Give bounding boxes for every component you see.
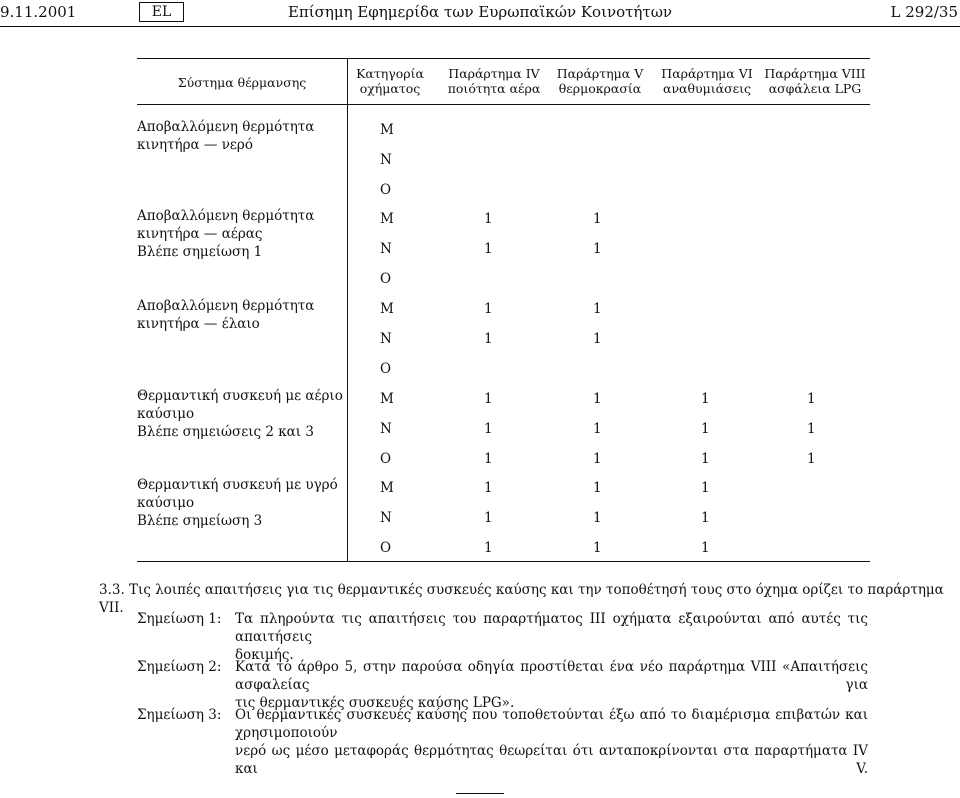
annex-iv-cell: 1 [484, 421, 493, 437]
heating-system-line: καύσιμο [137, 495, 195, 511]
annex-v-cell: 1 [593, 211, 602, 227]
vehicle-category-cell: M [380, 391, 394, 407]
col-header-line: αναθυμιάσεις [663, 81, 751, 96]
annex-iv-cell: 1 [484, 301, 493, 317]
col-header-line: Κατηγορία [356, 66, 424, 81]
note-label: Σημείωση 2: [137, 659, 222, 675]
col-header-annex-viii [760, 66, 870, 96]
heating-system-label [137, 207, 347, 261]
col-header-category [352, 66, 428, 96]
annex-vi-cell: 1 [701, 391, 710, 407]
annex-iv-cell: 1 [484, 211, 493, 227]
annex-v-cell: 1 [593, 451, 602, 467]
note-text [235, 610, 868, 664]
annex-v-cell: 1 [593, 391, 602, 407]
journal-title: Επίσημη Εφημερίδα των Ευρωπαϊκών Κοινοτήτων [287, 3, 673, 21]
header-rule [0, 26, 960, 27]
vehicle-category-cell: N [380, 510, 392, 526]
table-column-divider [347, 58, 348, 561]
col-header-line: ποιότητα αέρα [447, 81, 541, 96]
date: 9.11.2001 [0, 3, 77, 21]
note-line: Κατά το άρθρο 5, στην παρούσα οδηγία προστίθεται ένα νέο παράρτημα VIII «Απαιτήσεις ασφαλείας για [235, 659, 868, 693]
heating-system-line: Αποβαλλόμενη θερμότητα [137, 119, 315, 135]
annex-iv-cell: 1 [484, 480, 493, 496]
col-header-line: Σύστημα θέρμανσης [177, 75, 307, 90]
note-text [235, 658, 868, 712]
col-header-annex-iv [440, 66, 548, 96]
col-header-system [137, 75, 347, 90]
vehicle-category-cell: M [380, 480, 394, 496]
note-line: Τα πληρούντα τις απαιτήσεις του παραρτήματος III οχήματα εξαιρούνται από αυτές τις απαιτήσεις [235, 611, 868, 645]
annex-v-cell: 1 [593, 241, 602, 257]
col-header-line: Παράρτημα VI [661, 66, 753, 81]
heating-system-line: κινητήρα — έλαιο [137, 316, 260, 332]
annex-vi-cell: 1 [701, 421, 710, 437]
col-header-annex-vi [655, 66, 759, 96]
table-bottom-rule [137, 561, 870, 562]
vehicle-category-cell: O [380, 451, 392, 467]
heating-system-line: κινητήρα — νερό [137, 137, 253, 153]
col-header-line: οχήματος [359, 81, 421, 96]
col-header-annex-v [548, 66, 652, 96]
annex-vi-cell: 1 [701, 451, 710, 467]
vehicle-category-cell: N [380, 241, 392, 257]
annex-iv-cell: 1 [484, 540, 493, 556]
heating-system-line: Θερμαντική συσκευή με υγρό [137, 477, 338, 493]
annex-iv-cell: 1 [484, 510, 493, 526]
annex-vi-cell: 1 [701, 480, 710, 496]
vehicle-category-cell: M [380, 301, 394, 317]
heating-system-line: καύσιμο [137, 406, 195, 422]
table-top-rule [137, 58, 870, 59]
paragraph-3-3: 3.3. Τις λοιπές απαιτήσεις για τις θερμαντικές συσκευές καύσης και την τοποθέτησή τους στο όχημα ορίζει το παράρτημα VII. [99, 582, 944, 616]
col-header-line: Παράρτημα V [556, 66, 644, 81]
heating-system-line: Βλέπε σημείωση 1 [137, 244, 263, 260]
vehicle-category-cell: M [380, 122, 394, 138]
heating-system-line: Αποβαλλόμενη θερμότητα [137, 298, 315, 314]
annex-vi-cell: 1 [701, 540, 710, 556]
col-header-line: ασφάλεια LPG [768, 81, 862, 96]
annex-v-cell: 1 [593, 510, 602, 526]
page-reference: L 292/35 [890, 3, 958, 21]
heating-system-label [137, 118, 347, 154]
vehicle-category-cell: N [380, 421, 392, 437]
heating-system-label [137, 387, 347, 441]
note-label: Σημείωση 3: [137, 707, 222, 723]
annex-viii-cell: 1 [807, 451, 816, 467]
note-text [235, 706, 868, 778]
table-header-rule [137, 104, 870, 105]
annex-v-cell: 1 [593, 301, 602, 317]
heating-system-line: Θερμαντική συσκευή με αέριο [137, 388, 343, 404]
vehicle-category-cell: N [380, 331, 392, 347]
language-box: EL [139, 2, 184, 22]
annex-iv-cell: 1 [484, 241, 493, 257]
annex-viii-cell: 1 [807, 421, 816, 437]
end-rule [456, 793, 504, 794]
vehicle-category-cell: O [380, 540, 392, 556]
col-header-line: Παράρτημα IV [448, 66, 540, 81]
vehicle-category-cell: N [380, 152, 392, 168]
annex-iv-cell: 1 [484, 331, 493, 347]
note-line: δοκιμής. [235, 647, 294, 663]
col-header-line: Παράρτημα VIII [764, 66, 866, 81]
note-line: νερό ως μέσο μεταφοράς θερμότητας θεωρείται ότι ανταποκρίνονται στα παραρτήματα IV και V. [235, 743, 868, 777]
vehicle-category-cell: O [380, 271, 392, 287]
vehicle-category-cell: O [380, 182, 392, 198]
annex-iv-cell: 1 [484, 451, 493, 467]
note-line: Οι θερμαντικές συσκευές καύσης που τοποθετούνται έξω από το διαμέρισμα επιβατών και χρησιμοποιούν [235, 707, 868, 741]
note-label: Σημείωση 1: [137, 611, 222, 627]
vehicle-category-cell: O [380, 361, 392, 377]
heating-system-line: Βλέπε σημειώσεις 2 και 3 [137, 424, 314, 440]
annex-v-cell: 1 [593, 331, 602, 347]
note-line: τις θερμαντικές συσκευές καύσης LPG». [235, 695, 515, 711]
heating-system-line: κινητήρα — αέρας [137, 226, 263, 242]
heating-system-label [137, 476, 347, 530]
annex-v-cell: 1 [593, 421, 602, 437]
annex-v-cell: 1 [593, 540, 602, 556]
annex-v-cell: 1 [593, 480, 602, 496]
heating-system-label [137, 297, 347, 333]
annex-viii-cell: 1 [807, 391, 816, 407]
annex-vi-cell: 1 [701, 510, 710, 526]
vehicle-category-cell: M [380, 211, 394, 227]
col-header-line: θερμοκρασία [558, 81, 642, 96]
heating-system-line: Αποβαλλόμενη θερμότητα [137, 208, 315, 224]
heating-system-line: Βλέπε σημείωση 3 [137, 513, 263, 529]
annex-iv-cell: 1 [484, 391, 493, 407]
